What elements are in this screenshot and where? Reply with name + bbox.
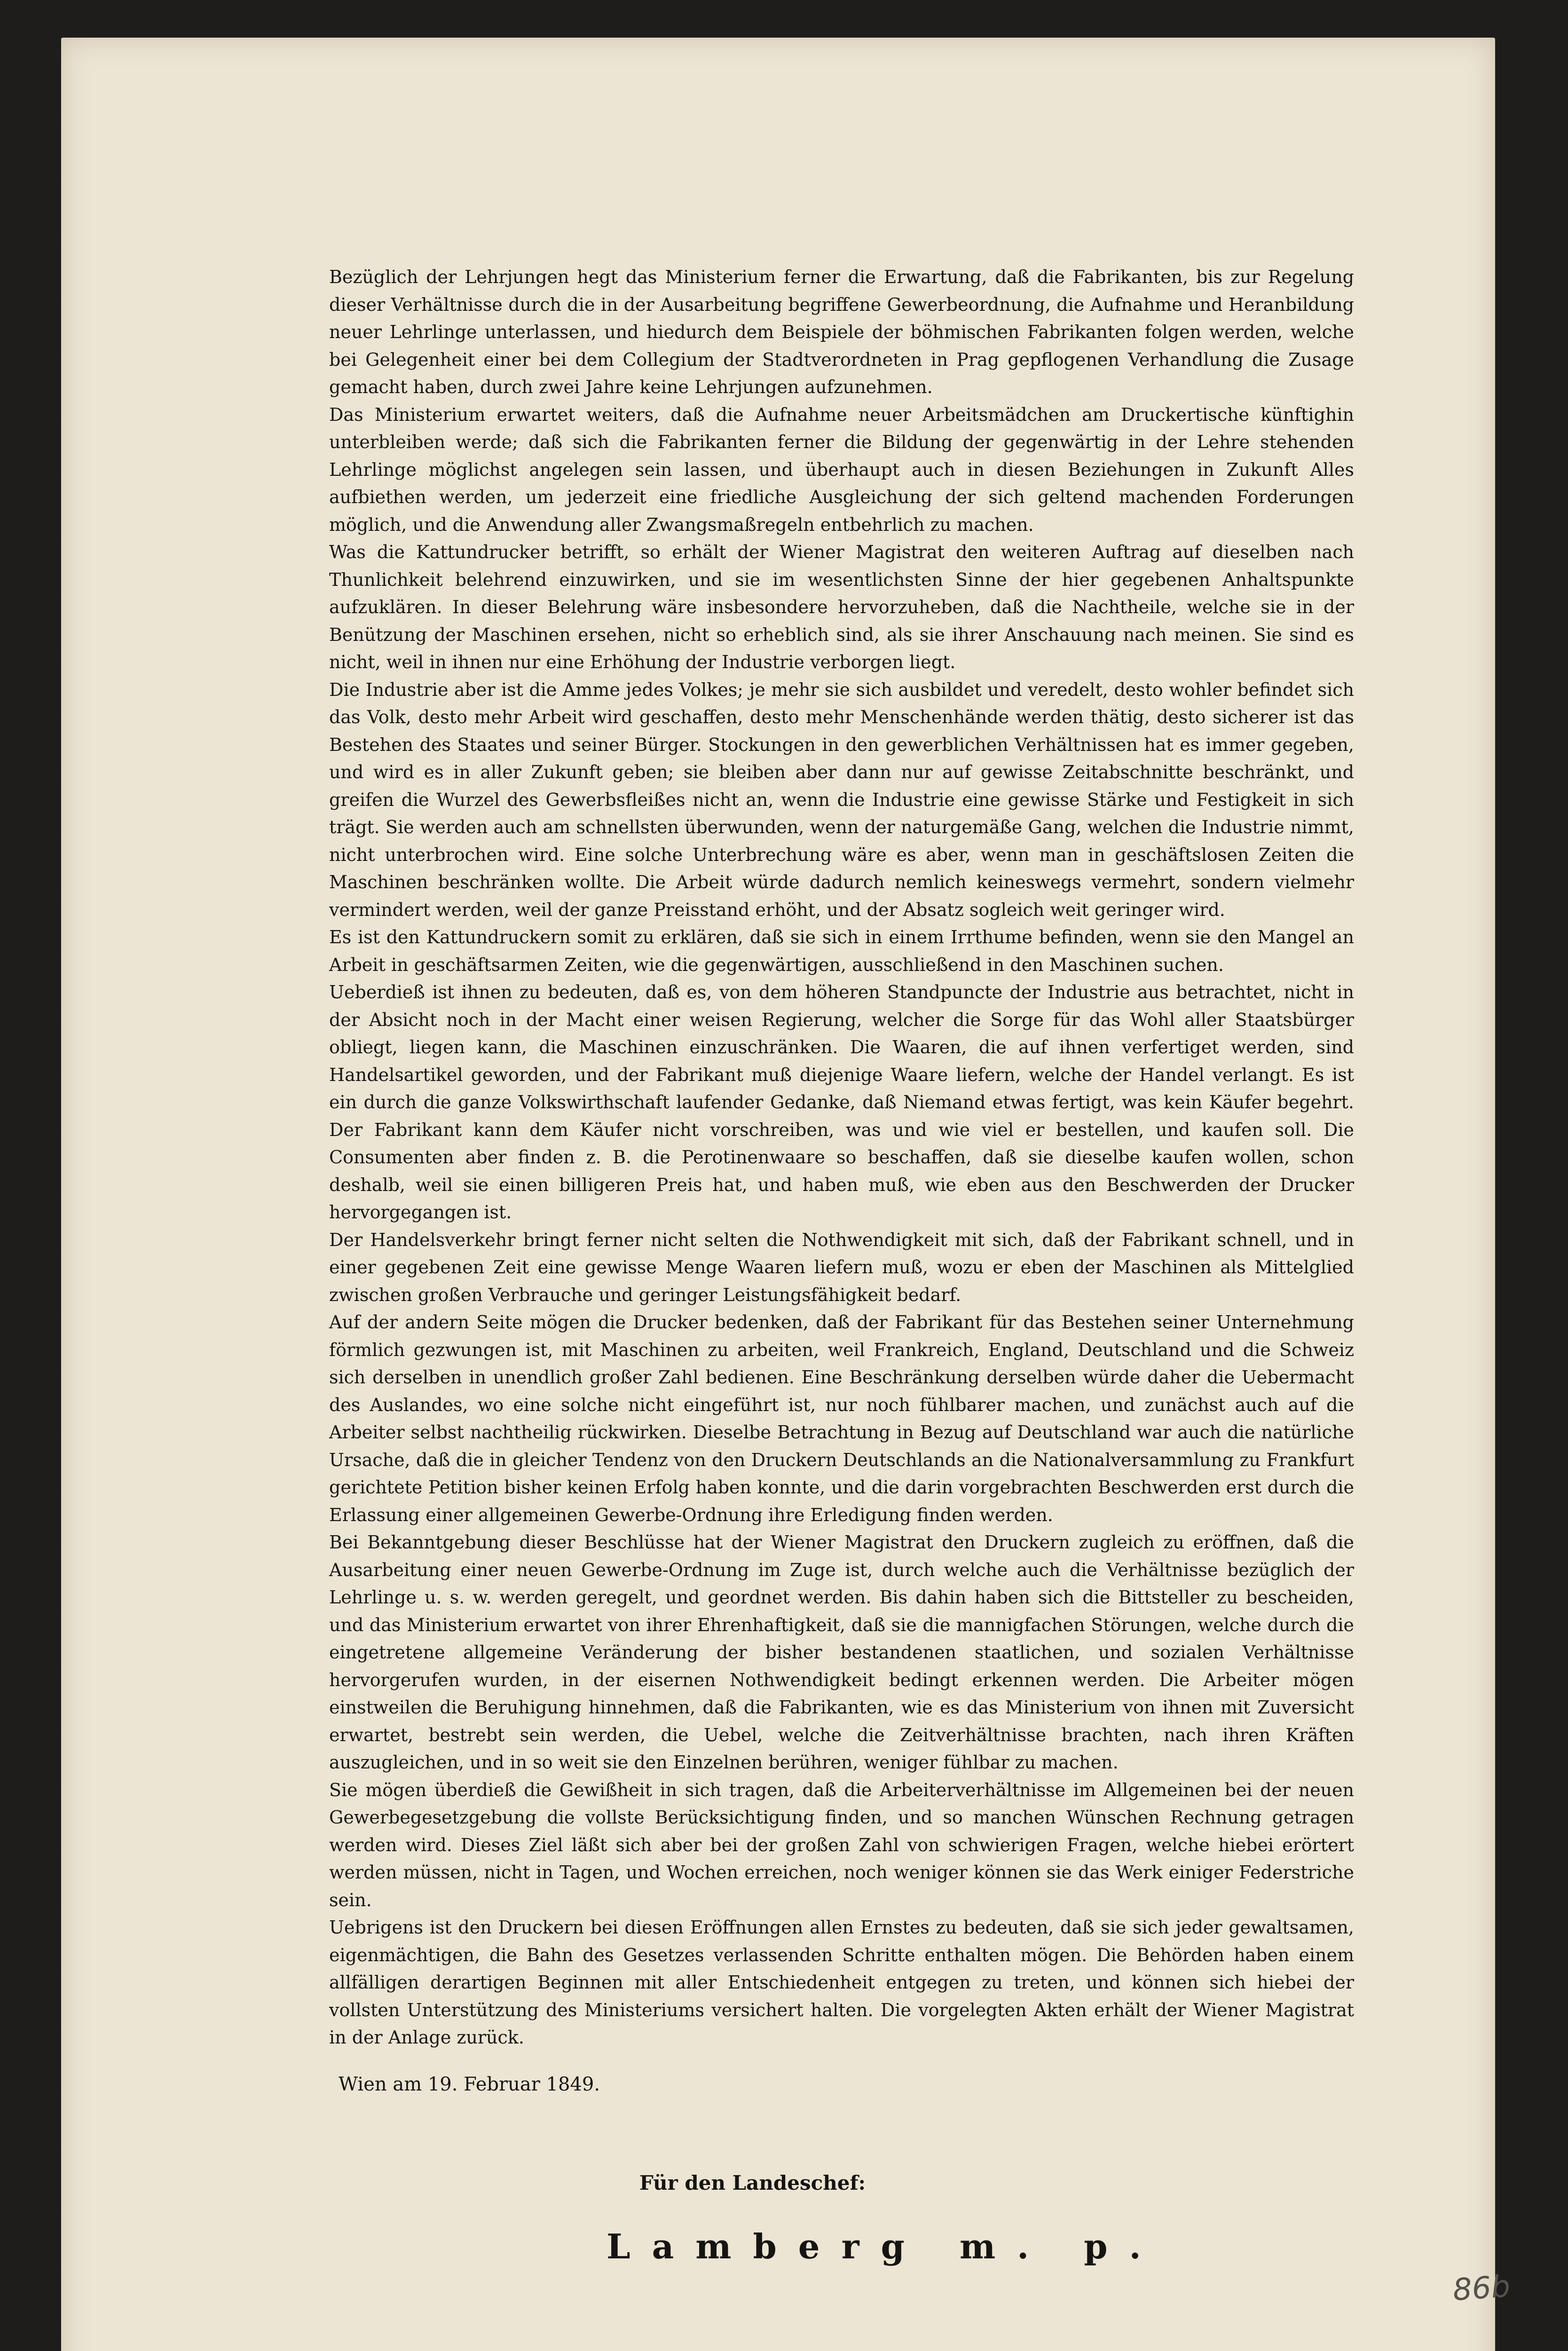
paragraph: Bei Bekanntgebung dieser Beschlüsse hat der Wiener Magistrat den Druckern zugleich zu eröffnen, daß die Ausarbeitung einer neuen Gewerbe-Ordnung im Zuge ist, durch welche auch die Verhältnisse bezüglich der Lehrlinge u. s. w. werden geregelt, und geordnet werden. Bis dahin haben sich die Bittsteller zu bescheiden, und das Ministerium erwartet von ihrer Ehrenhaftigkeit, daß sie die mannigfachen Störungen, welche durch die eingetretene allgemeine Veränderung der bisher bestandenen staatlichen, und sozialen Verhältnisse hervorgerufen wurden, in der eisernen Nothwendigkeit bedingt erkennen werden. Die Arbeiter mögen einstweilen die Beruhigung hinnehmen, daß die Fabrikanten, wie es das Ministerium von ihnen mit Zuversicht erwartet, bestrebt sein werden, die Uebel, welche die Zeitverhältnisse brachten, nach ihren Kräften auszugleichen, und in so weit sie den Einzelnen berühren, weniger fühlbar zu machen. (329, 1532, 1354, 1773)
paragraph: Der Handelsverkehr bringt ferner nicht selten die Nothwendigkeit mit sich, daß der Fabrikant schnell, und in einer gegebenen Zeit eine gewisse Menge Waaren liefern muß, wozu er eben der Maschinen als Mittelglied zwischen großen Verbrauche und geringer Leistungsfähigkeit bedarf. (329, 1229, 1354, 1305)
paragraph: Auf der andern Seite mögen die Drucker bedenken, daß der Fabrikant für das Bestehen seiner Unternehmung förmlich gezwungen ist, mit Maschinen zu arbeiten, weil Frankreich, England, Deutschland und die Schweiz sich derselben in unendlich großer Zahl bedienen. Eine Beschränkung derselben würde daher die Uebermacht des Auslandes, wo eine solche nicht eingeführt ist, nur noch fühlbarer machen, und zunächst auch auf die Arbeiter selbst nachtheilig rückwirken. Dieselbe Betrachtung in Bezug auf Deutschland war auch die natürliche Ursache, daß die in gleicher Tendenz von den Druckern Deutschlands an die Nationalversammlung zu Frankfurt gerichtete Petition bisher keinen Erfolg haben konnte, und die darin vorgebrachten Beschwerden erst durch die Erlassung einer allgemeinen Gewerbe-Ordnung ihre Erledigung finden werden. (329, 1312, 1354, 1525)
paragraph: Das Ministerium erwartet weiters, daß die Aufnahme neuer Arbeitsmädchen am Druckertische künftighin unterbleiben werde; daß sich die Fabrikanten ferner die Bildung der gegenwärtig in der Lehre stehenden Lehrlinge möglichst angelegen sein lassen, und überhaupt auch in diesen Beziehungen in Zukunft Alles aufbiethen werden, um jederzeit eine friedliche Ausgleichung der sich geltend machenden Forderungen möglich, und die Anwendung aller Zwangsmaßregeln entbehrlich zu machen. (329, 404, 1354, 535)
paragraph: Was die Kattundrucker betrifft, so erhält der Wiener Magistrat den weiteren Auftrag auf dieselben nach Thunlichkeit belehrend einzuwirken, und sie im wesentlichsten Sinne der hier gegebenen Anhaltspunkte aufzuklären. In dieser Belehrung wäre insbesondere hervorzuheben, daß die Nachtheile, welche sie in der Benützung der Maschinen ersehen, nicht so erheblich sind, als sie ihrer Anschauung nach meinen. Sie sind es nicht, weil in ihnen nur eine Erhöhung der Industrie verborgen liegt. (329, 542, 1354, 672)
paragraph: Sie mögen überdieß die Gewißheit in sich tragen, daß die Arbeiterverhältnisse im Allgemeinen bei der neuen Gewerbegesetzgebung die vollste Berücksichtigung finden, und so manchen Wünschen Rechnung getragen werden wird. Dieses Ziel läßt sich aber bei der großen Zahl von schwierigen Fragen, welche hiebei erörtert werden müssen, nicht in Tagen, und Wochen erreichen, noch weniger können sie das Werk einiger Federstriche sein. (329, 1779, 1354, 1910)
signature-label: Für den Landeschef: (639, 2171, 866, 2194)
document-body (329, 263, 1354, 2268)
paragraph: Uebrigens ist den Druckern bei diesen Eröffnungen allen Ernstes zu bedeuten, daß sie sich jeder gewaltsamen, eigenmächtigen, die Bahn des Gesetzes verlassenden Schritte enthalten mögen. Die Behörden haben einem allfälligen derartigen Beginnen mit aller Entschiedenheit entgegen zu treten, und können sich hiebei der vollsten Unterstützung des Ministeriums versichert halten. Die vorgelegten Akten erhält der Wiener Magistrat in der Anlage zurück. (329, 1917, 1354, 2048)
paragraph: Ueberdieß ist ihnen zu bedeuten, daß es, von dem höheren Standpuncte der Industrie aus betrachtet, nicht in der Absicht noch in der Macht einer weisen Regierung, welcher die Sorge für das Wohl aller Staatsbürger obliegt, liegen kann, die Maschinen einzuschränken. Die Waaren, die auf ihnen verfertiget werden, sind Handelsartikel geworden, und der Fabrikant muß diejenige Waare liefern, welche der Handel verlangt. Es ist ein durch die ganze Volkswirthschaft laufender Gedanke, daß Niemand etwas fertigt, was kein Käufer begehrt. Der Fabrikant kann dem Käufer nicht vorschreiben, was und wie viel er bestellen, und kaufen soll. Die Consumenten aber finden z. B. die Perotinenwaare so beschaffen, daß sie dieselbe kaufen wollen, schon deshalb, weil sie einen billigeren Preis hat, und haben muß, wie eben aus den Beschwerden der Drucker hervorgegangen ist. (329, 982, 1354, 1223)
paragraph: Die Industrie aber ist die Amme jedes Volkes; je mehr sie sich ausbildet und veredelt, desto wohler befindet sich das Volk, desto mehr Arbeit wird geschaffen, desto mehr Menschenhände werden thätig, desto sicherer ist das Bestehen des Staates und seiner Bürger. Stockungen in den gewerblichen Verhältnissen hat es immer gegeben, und wird es in aller Zukunft geben; sie bleiben aber dann nur auf gewisse Zeitabschnitte beschränkt, und greifen die Wurzel des Gewerbsfleißes nicht an, wenn die Industrie eine gewisse Stärke und Festigkeit in sich trägt. Sie werden auch am schnellsten überwunden, wenn der naturgemäße Gang, welchen die Industrie nimmt, nicht unterbrochen wird. Eine solche Unterbrechung wäre es aber, wenn man in geschäftslosen Zeiten die Maschinen beschränken wollte. Die Arbeit würde dadurch nemlich keineswegs vermehrt, sondern vielmehr vermindert werden, weil der ganze Preisstand erhöht, und der Absatz sogleich weit geringer wird. (329, 679, 1354, 920)
signature-name: Lamberg m. p. (607, 2226, 1163, 2266)
paper-sheet (61, 38, 1512, 2351)
archive-number: 86b (1451, 2269, 1512, 2308)
paragraph: Bezüglich der Lehrjungen hegt das Ministerium ferner die Erwartung, daß die Fabrikanten, bis zur Regelung dieser Verhältnisse durch die in der Ausarbeitung begriffene Gewerbeordnung, die Aufnahme und Heranbildung neuer Lehrlinge unterlassen, und hiedurch dem Beispiele der böhmischen Fabrikanten folgen werden, welche bei Gelegenheit einer bei dem Collegium der Stadtverordneten in Prag gepflogenen Verhandlung die Zusage gemacht haben, durch zwei Jahre keine Lehrjungen aufzunehmen. (329, 267, 1354, 397)
paragraph: Es ist den Kattundruckern somit zu erklären, daß sie sich in einem Irrthume befinden, wenn sie den Mangel an Arbeit in geschäftsarmen Zeiten, wie die gegenwärtigen, ausschließend in den Maschinen suchen. (329, 927, 1354, 975)
date-line: Wien am 19. Februar 1849. (339, 2073, 600, 2095)
